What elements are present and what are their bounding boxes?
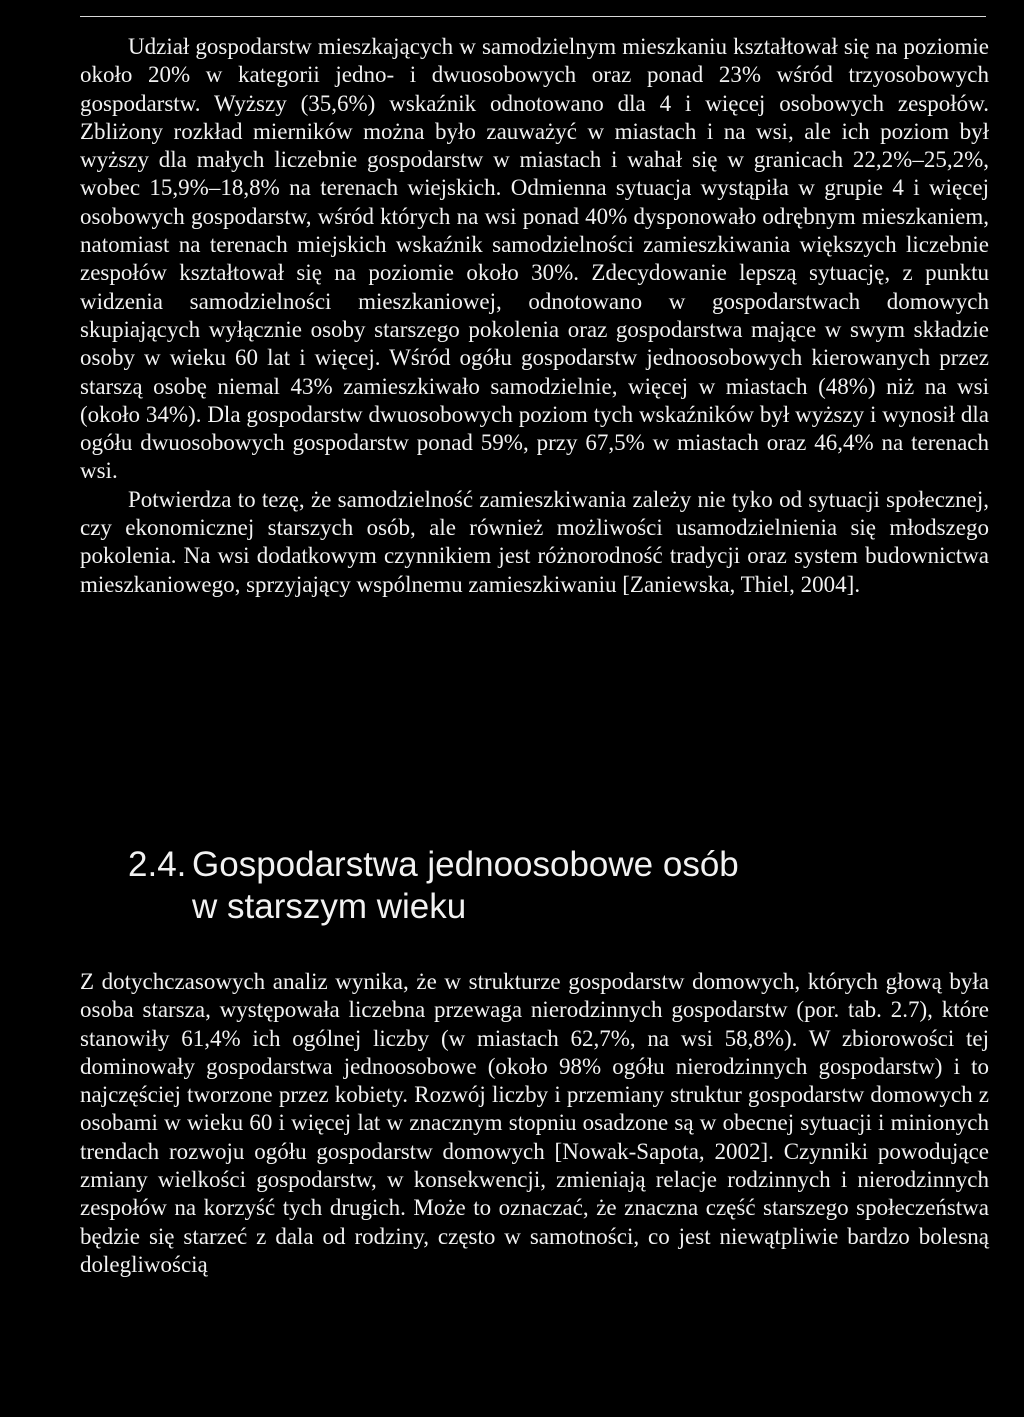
paragraph: Potwierdza to tezę, że samodzielność zamieszkiwania zależy nie tyko od sytuacji społecznej, czy ekonomicznej starszych osób, ale również możliwości usamodzielnienia się młodszego pokolenia. Na wsi dodatkowym czynnikiem jest różnorodność tradycji oraz system budownictwa mieszkaniowego, sprzyjający wspólnemu zamieszkiwaniu [Zaniewska, Thiel, 2004]. [80, 486, 989, 597]
paragraph: Udział gospodarstw mieszkających w samodzielnym mieszkaniu kształtował się na poziomie około 20% w kategorii jedno- i dwuosobowych oraz ponad 23% wśród trzyosobowych gospodarstw. Wyższy (35,6%) wskaźnik odnotowano dla 4 i więcej osobowych zespołów. Zbliżony rozkład mierników można było zauważyć w miastach i na wsi, ale ich poziom był wyższy dla małych liczebnie gospodarstw w miastach i wahał się w granicach 22,2%–25,2%, wobec 15,9%–18,8% na terenach wiejskich. Odmienna sytuacja wystąpiła w grupie 4 i więcej osobowych gospodarstw, wśród których na wsi ponad 40% dysponowało odrębnym mieszkaniem, natomiast na terenach miejskich wskaźnik samodzielności zamieszkiwania większych liczebnie zespołów kształtował się na poziomie około 30%. Zdecydowanie lepszą sytuację, z punktu widzenia samodzielności mieszkaniowej, odnotowano w gospodarstwach domowych skupiających wyłącznie osoby starszego pokolenia oraz gospodarstwa mające w swym składzie osoby w wieku 60 lat i więcej. Wśród ogółu gospodarstw jednoosobowych kierowanych przez starszą osobę niemal 43% zamieszkiwało samodzielnie, więcej w miastach (48%) niż na wsi (około 34%). Dla gospodarstw dwuosobowych poziom tych wskaźników był wyższy i wynosił dla ogółu dwuosobowych gospodarstw ponad 59%, przy 67,5% w miastach oraz 46,4% na terenach wsi. [80, 34, 989, 484]
paragraph: Z dotychczasowych analiz wynika, że w strukturze gospodarstw domowych, których głową była osoba starsza, występowała liczebna przewaga nierodzinnych gospodarstw (por. tab. 2.7), które stanowiły 61,4% ich ogólnej liczby (w miastach 62,7%, na wsi 58,8%). W zbiorowości tej dominowały gospodarstwa jednoosobowe (około 98% ogółu nierodzinnych gospodarstw) i to najczęściej tworzone przez kobiety. Rozwój liczby i przemiany struktur gospodarstw domowych z osobami w wieku 60 i więcej lat w znacznym stopniu osadzone są w obecnej sytuacji i minionych trendach rozwoju ogółu gospodarstw domowych [Nowak-Sapota, 2002]. Czynniki powodujące zmiany wielkości gospodarstw, w konsekwencji, zmieniają relacje rodzinnych i nierodzinnych zespołów na korzyść tych drugich. Może to oznaczać, że znaczna część starszego społeczeństwa będzie się starzeć z dala od rodziny, często w samotności, co jest niewątpliwie bardzo bolesną dolegliwością [80, 969, 989, 1277]
section-title-line2: w starszym wieku [192, 887, 467, 926]
top-rule [80, 16, 986, 17]
section-number: 2.4. [128, 845, 187, 884]
section-heading [128, 844, 988, 928]
section-title-line1: Gospodarstwa jednoosobowe osób [192, 845, 739, 884]
text-block-bottom [80, 968, 989, 1279]
text-block-top [80, 33, 989, 599]
